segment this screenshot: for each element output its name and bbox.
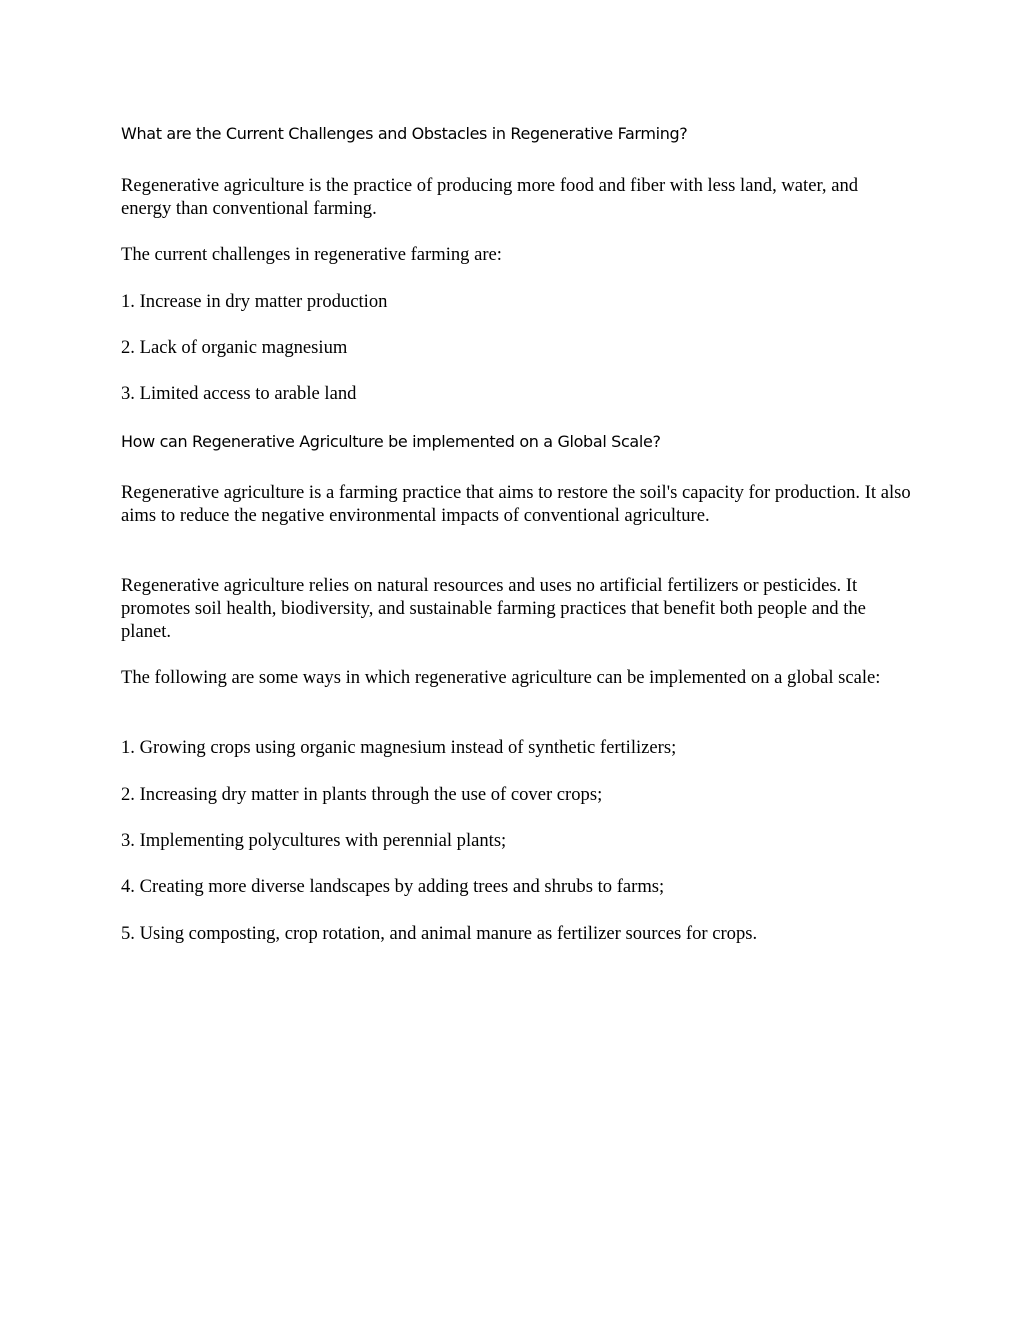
section-heading-challenges: What are the Current Challenges and Obstacles in Regenerative Farming? [121, 124, 688, 143]
list-item-way-2: 2. Increasing dry matter in plants through the use of cover crops; [121, 784, 603, 805]
list-item-way-1: 1. Growing crops using organic magnesium instead of synthetic fertilizers; [121, 737, 677, 758]
list-item-challenge-2: 2. Lack of organic magnesium [121, 337, 348, 358]
paragraph-definition: Regenerative agriculture is the practice of producing more food and fiber with less land, water, and energy than conventional farming. [121, 175, 859, 219]
list-item-way-3: 3. Implementing polycultures with perennial plants; [121, 830, 507, 851]
paragraph-natural-resources: Regenerative agriculture relies on natural resources and uses no artificial fertilizers or pesticides. It promotes soil health, biodiversity, and sustainable farming practices that benefit both people and the planet. [121, 575, 866, 642]
paragraph-farming-practice: Regenerative agriculture is a farming practice that aims to restore the soil's capacity for production. It also aims to reduce the negative environmental impacts of conventional agriculture. [121, 482, 911, 526]
paragraph-ways-intro: The following are some ways in which regenerative agriculture can be implemented on a global scale: [121, 667, 881, 688]
list-item-way-4: 4. Creating more diverse landscapes by adding trees and shrubs to farms; [121, 876, 665, 897]
list-item-way-5: 5. Using composting, crop rotation, and animal manure as fertilizer sources for crops. [121, 923, 758, 944]
paragraph-challenges-intro: The current challenges in regenerative farming are: [121, 244, 502, 265]
list-item-challenge-3: 3. Limited access to arable land [121, 383, 357, 404]
section-heading-global-scale: How can Regenerative Agriculture be implemented on a Global Scale? [121, 432, 661, 451]
list-item-challenge-1: 1. Increase in dry matter production [121, 291, 388, 312]
